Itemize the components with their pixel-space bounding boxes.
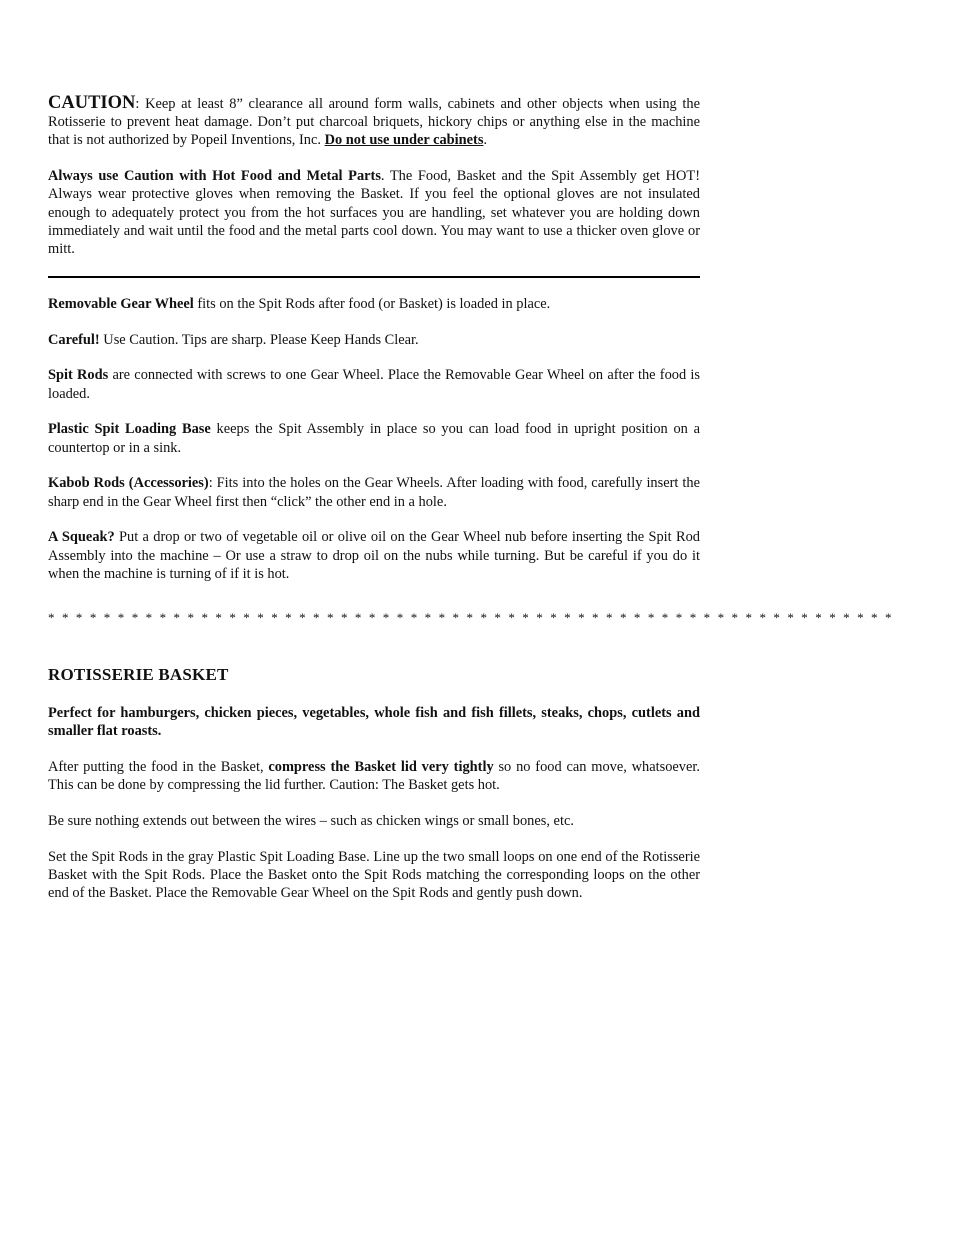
part-description: are connected with screws to one Gear Wheel. Place the Removable Gear Wheel on after the food is loaded.: [48, 367, 700, 402]
part-term: Plastic Spit Loading Base: [48, 421, 211, 438]
part-loading-base: [48, 420, 700, 456]
basket-wires-paragraph: Be sure nothing extends out between the wires – such as chicken wings or small bones, etc.: [48, 813, 574, 830]
part-spit-rods: [48, 366, 700, 402]
asterisk-separator: * * * * * * * * * * * * * * * * * * * * * * * * * * * * * * * * * * * * * * * * * * * * * * * * * * * * * * * * * * * * *: [48, 610, 894, 626]
section-title-rotisserie-basket: ROTISSERIE BASKET: [48, 665, 229, 685]
caution-end: .: [483, 132, 488, 149]
basket-intro: [48, 704, 700, 740]
caution-text: : Keep at least 8” clearance all around form walls, cabinets and other objects when using the Rotisserie to prevent heat damage. Don’t put charcoal briquets, hickory chips or anything else in the machine that is not authorized by Popeil Inventions, Inc.: [48, 96, 700, 149]
part-description: : Fits into the holes on the Gear Wheels. After loading with food, carefully insert the sharp end in the Gear Wheel first then “click” the other end in a hole.: [48, 475, 700, 510]
part-term: Kabob Rods (Accessories): [48, 475, 209, 492]
document-page: [48, 93, 894, 920]
hot-food-text: . The Food, Basket and the Spit Assembly get HOT! Always wear protective gloves when removing the Basket. If you feel the optional gloves are not insulated enough to adequately protect you from the hot surfaces you are handling, set whatever you are holding down immediately and wait until the food and the metal parts cool down. You may want to use a thicker oven glove or mitt.: [48, 168, 700, 258]
compress-after: so no food can move, whatsoever. This can be done by compressing the lid further. Caution: The Basket gets hot.: [48, 759, 700, 794]
part-squeak: [48, 528, 700, 583]
part-term: Removable Gear Wheel: [48, 295, 194, 312]
no-cabinets-warning: Do not use under cabinets: [324, 132, 484, 149]
caution-paragraph: [48, 94, 700, 150]
caution-heading: CAUTION: [48, 93, 136, 113]
part-description: keeps the Spit Assembly in place so you can load food in upright position on a countertop or in a sink.: [48, 421, 701, 456]
part-description: Use Caution. Tips are sharp. Please Keep Hands Clear.: [99, 331, 419, 348]
part-description: Put a drop or two of vegetable oil or olive oil on the Gear Wheel nub before inserting the Spit Rod Assembly into the machine – Or use a straw to drop oil on the nubs while turning. But be careful if you do it when the machine is turning of if it is hot.: [48, 529, 700, 582]
part-kabob-rods: [48, 474, 700, 510]
compress-emphasis: compress the Basket lid very tightly: [268, 759, 494, 776]
part-removable-gear-wheel: [48, 295, 700, 313]
basket-compress-paragraph: [48, 758, 700, 794]
part-careful: [48, 331, 700, 349]
part-term: A Squeak?: [48, 529, 115, 546]
part-term: Careful!: [48, 331, 100, 348]
part-description: fits on the Spit Rods after food (or Basket) is loaded in place.: [193, 295, 551, 312]
basket-intro-text: Perfect for hamburgers, chicken pieces, vegetables, whole fish and fish fillets, steaks, chops, cutlets and smaller flat roasts.: [48, 705, 700, 740]
hot-food-heading: Always use Caution with Hot Food and Metal Parts: [48, 168, 381, 185]
compress-before: After putting the food in the Basket,: [48, 759, 269, 776]
basket-setup-paragraph: Set the Spit Rods in the gray Plastic Spit Loading Base. Line up the two small loops on one end of the Rotisserie Basket with the Spit Rods. Place the Basket onto the Spit Rods matching the corresponding loops on the other end of the Basket. Place the Removable Gear Wheel on the Spit Rods and gently push down.: [48, 849, 700, 902]
section-divider: [48, 276, 700, 278]
hot-food-paragraph: [48, 167, 700, 258]
part-term: Spit Rods: [48, 367, 109, 384]
